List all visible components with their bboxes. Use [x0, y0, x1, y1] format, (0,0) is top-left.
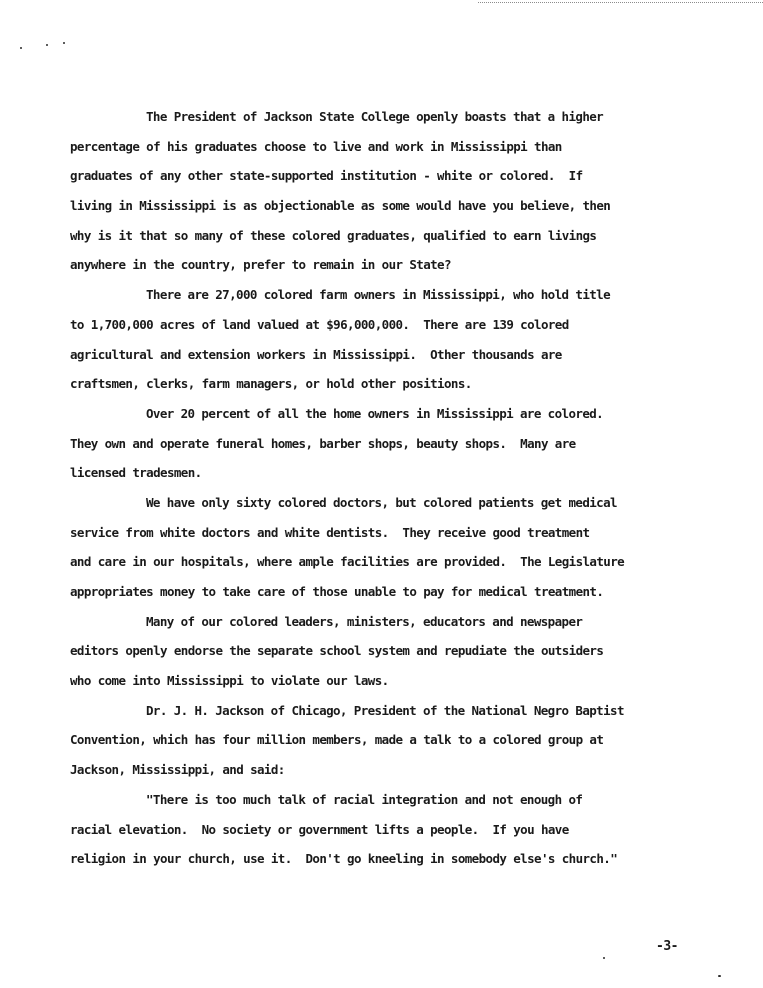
paragraph [70, 102, 690, 280]
scan-speck [718, 975, 721, 977]
text-line: who come into Mississippi to violate our laws. [70, 673, 389, 689]
text-line: living in Mississippi is as objectionable as some would have you believe, then [70, 198, 611, 214]
text-line: We have only sixty colored doctors, but colored patients get medical [146, 494, 617, 510]
scan-speck [63, 42, 65, 44]
paragraph [70, 785, 690, 874]
text-line: licensed tradesmen. [70, 465, 202, 481]
text-line: Convention, which has four million members, made a talk to a colored group at [70, 732, 604, 748]
text-line: agricultural and extension workers in Mississippi. Other thousands are [70, 346, 562, 362]
text-line: religion in your church, use it. Don't go kneeling in somebody else's church." [70, 851, 618, 867]
text-line: racial elevation. No society or government lifts a people. If you have [70, 821, 569, 837]
text-line: craftsmen, clerks, farm managers, or hold other positions. [70, 376, 472, 392]
text-line: Many of our colored leaders, ministers, educators and newspaper [146, 613, 583, 629]
paragraph [70, 399, 690, 488]
text-line: Over 20 percent of all the home owners in Mississippi are colored. [146, 405, 604, 421]
text-line: appropriates money to take care of those unable to pay for medical treatment. [70, 584, 604, 599]
text-line: graduates of any other state-supported institution - white or colored. If [70, 168, 583, 184]
text-line: They own and operate funeral homes, barber shops, beauty shops. Many are [70, 435, 576, 451]
paragraph [70, 607, 690, 696]
text-line: There are 27,000 colored farm owners in Mississippi, who hold title [146, 287, 611, 303]
text-line: "There is too much talk of racial integration and not enough of [146, 791, 583, 807]
text-line: The President of Jackson State College openly boasts that a higher [146, 109, 604, 124]
scan-speck [20, 47, 22, 49]
text-line: percentage of his graduates choose to live and work in Mississippi than [70, 138, 562, 154]
scan-border-dots [478, 2, 763, 3]
text-line: editors openly endorse the separate school system and repudiate the outsiders [70, 643, 604, 659]
scan-speck [46, 44, 48, 46]
text-line: to 1,700,000 acres of land valued at $96,000,000. There are 139 colored [70, 316, 569, 332]
text-line: Dr. J. H. Jackson of Chicago, President of the National Negro Baptist [146, 702, 624, 718]
scan-speck [603, 957, 605, 959]
text-line: and care in our hospitals, where ample facilities are provided. The Legislature [70, 554, 625, 570]
text-line: anywhere in the country, prefer to remain in our State? [70, 257, 451, 273]
body-text [70, 102, 690, 874]
paragraph [70, 280, 690, 399]
text-line: why is it that so many of these colored graduates, qualified to earn livings [70, 227, 597, 243]
text-line: Jackson, Mississippi, and said: [70, 762, 285, 778]
page-number: -3- [656, 939, 678, 954]
paragraph [70, 488, 690, 607]
text-line: service from white doctors and white dentists. They receive good treatment [70, 524, 590, 540]
paragraph [70, 696, 690, 785]
